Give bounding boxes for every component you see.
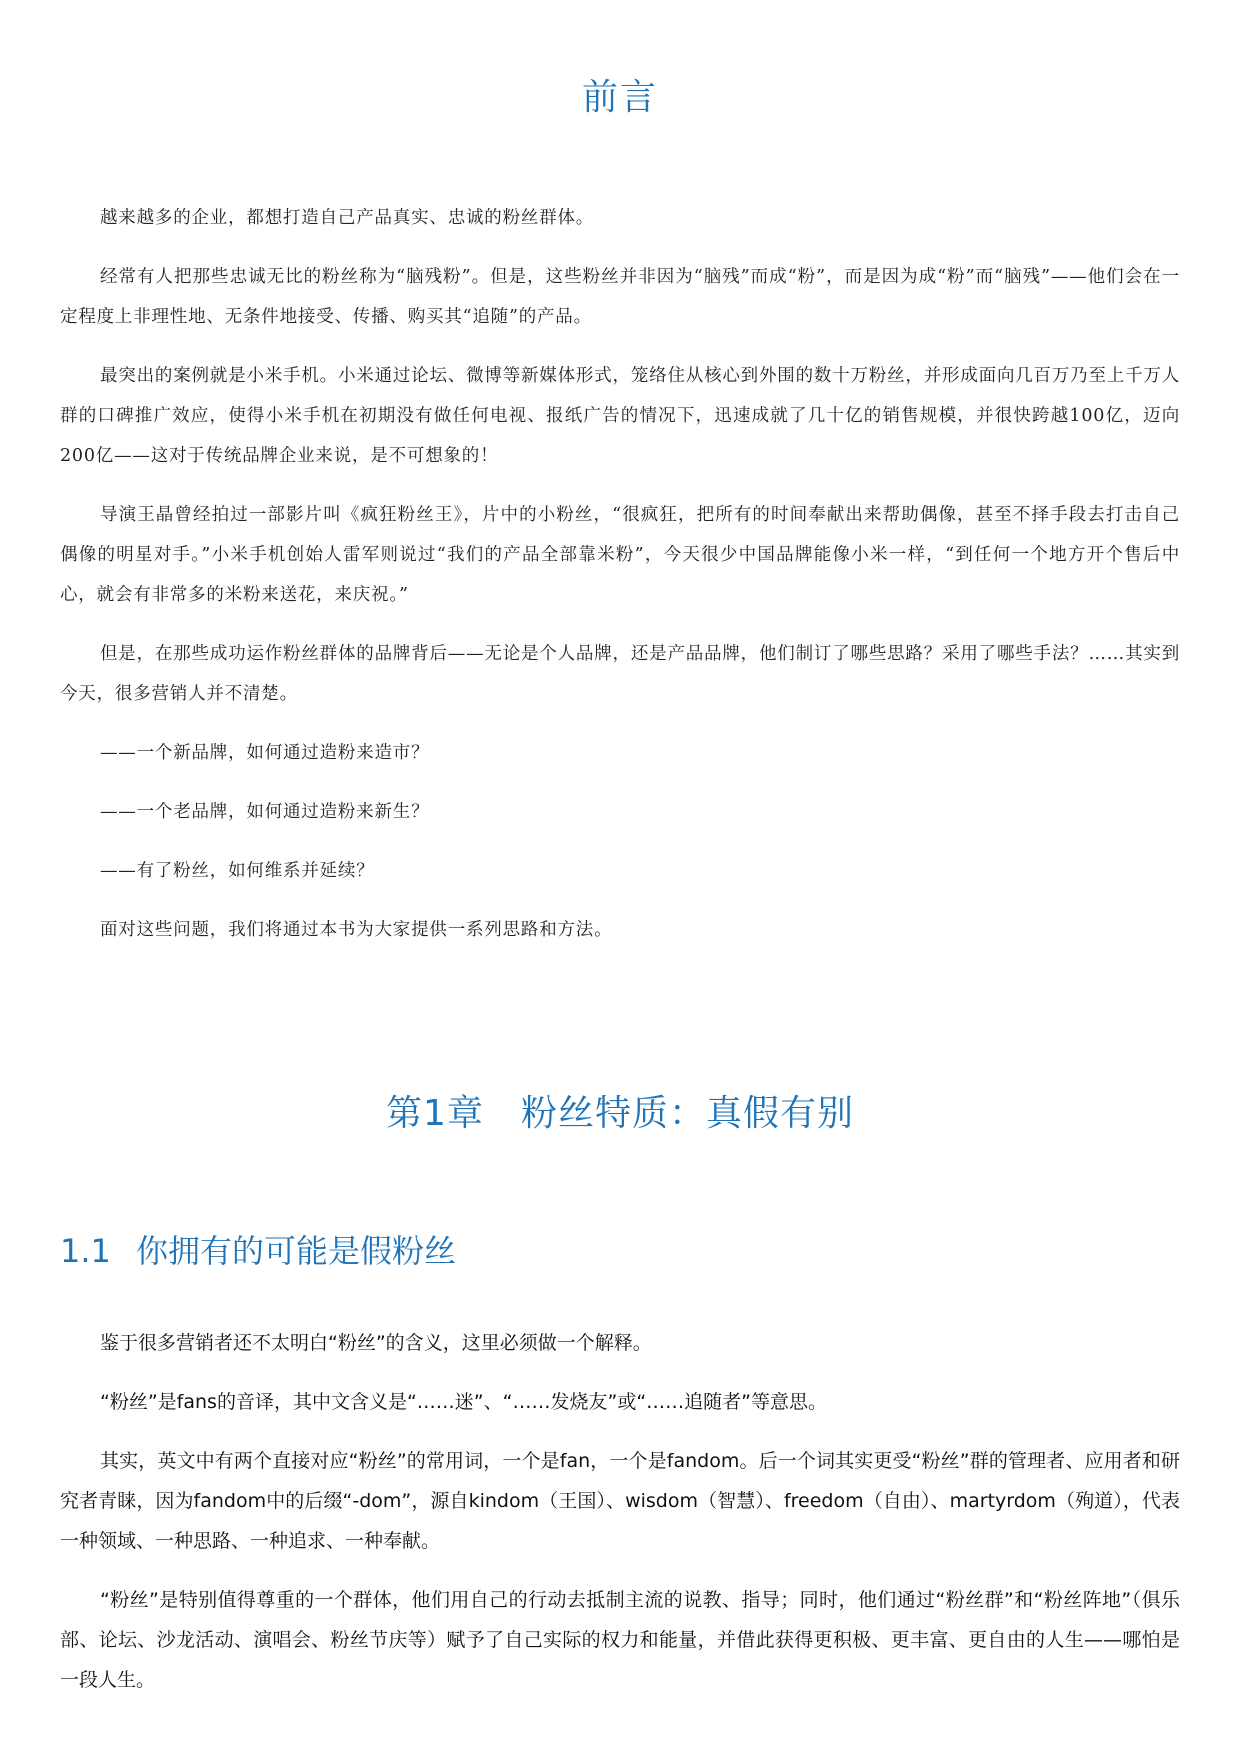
preface-paragraph: 经常有人把那些忠诚无比的粉丝称为“脑残粉”。但是，这些粉丝并非因为“脑残”而成“粉”，而是因为成“粉”而“脑残”——他们会在一定程度上非理性地、无条件地接受、传播、购买其“追随”的产品。 xyxy=(60,267,1180,327)
preface-paragraph: 但是，在那些成功运作粉丝群体的品牌背后——无论是个人品牌，还是产品品牌，他们制订了哪些思路？采用了哪些手法？……其实到今天，很多营销人并不清楚。 xyxy=(60,644,1180,704)
section-title: 你拥有的可能是假粉丝 xyxy=(136,1232,457,1270)
preface-question: ——一个老品牌，如何通过造粉来新生？ xyxy=(100,802,430,822)
section-number: 1.1 xyxy=(60,1232,111,1270)
section-paragraph: “粉丝”是fans的音译，其中文含义是“……迷”、“……发烧友”或“……追随者”等意思。 xyxy=(100,1391,828,1413)
preface-paragraph: 最突出的案例就是小米手机。小米通过论坛、微博等新媒体形式，笼络住从核心到外围的数十万粉丝，并形成面向几百万乃至上千万人群的口碑推广效应，使得小米手机在初期没有做任何电视、报纸广告的情况下，迅速成就了几十亿的销售规模，并很快跨越100亿，迈向200亿——这对于传统品牌企业来说，是不可想象的！ xyxy=(60,366,1180,466)
section-paragraph: 鉴于很多营销者还不太明白“粉丝”的含义，这里必须做一个解释。 xyxy=(100,1332,652,1354)
preface-title: 前言 xyxy=(581,77,658,118)
chapter-title: 第1章 粉丝特质：真假有别 xyxy=(386,1093,854,1134)
preface-paragraph: 导演王晶曾经拍过一部影片叫《疯狂粉丝王》，片中的小粉丝，“很疯狂，把所有的时间奉献出来帮助偶像，甚至不择手段去打击自己偶像的明星对手。”小米手机创始人雷军则说过“我们的产品全部靠米粉”，今天很少中国品牌能像小米一样，“到任何一个地方开个售后中心，就会有非常多的米粉来送花，来庆祝。” xyxy=(60,505,1180,605)
preface-paragraph: 面对这些问题，我们将通过本书为大家提供一系列思路和方法。 xyxy=(100,920,613,940)
section-heading xyxy=(60,1229,456,1273)
preface-paragraph: 越来越多的企业，都想打造自己产品真实、忠诚的粉丝群体。 xyxy=(100,208,595,228)
section-body xyxy=(60,1323,1180,1719)
preface-question: ——有了粉丝，如何维系并延续？ xyxy=(100,861,375,881)
preface-body xyxy=(60,198,1180,969)
preface-question: ——一个新品牌，如何通过造粉来造市？ xyxy=(100,743,430,763)
section-paragraph: 其实，英文中有两个直接对应“粉丝”的常用词，一个是fan，一个是fandom。后一个词其实更受“粉丝”群的管理者、应用者和研究者青睐，因为fandom中的后缀“-dom”，源自kindom（王国）、wisdom（智慧）、freedom（自由）、martyrdom（殉道），代表一种领域、一种思路、一种追求、一种奉献。 xyxy=(60,1450,1180,1552)
section-paragraph: “粉丝”是特别值得尊重的一个群体，他们用自己的行动去抵制主流的说教、指导；同时，他们通过“粉丝群”和“粉丝阵地”（俱乐部、论坛、沙龙活动、演唱会、粉丝节庆等）赋予了自己实际的权力和能量，并借此获得更积极、更丰富、更自由的人生——哪怕是一段人生。 xyxy=(60,1589,1180,1691)
